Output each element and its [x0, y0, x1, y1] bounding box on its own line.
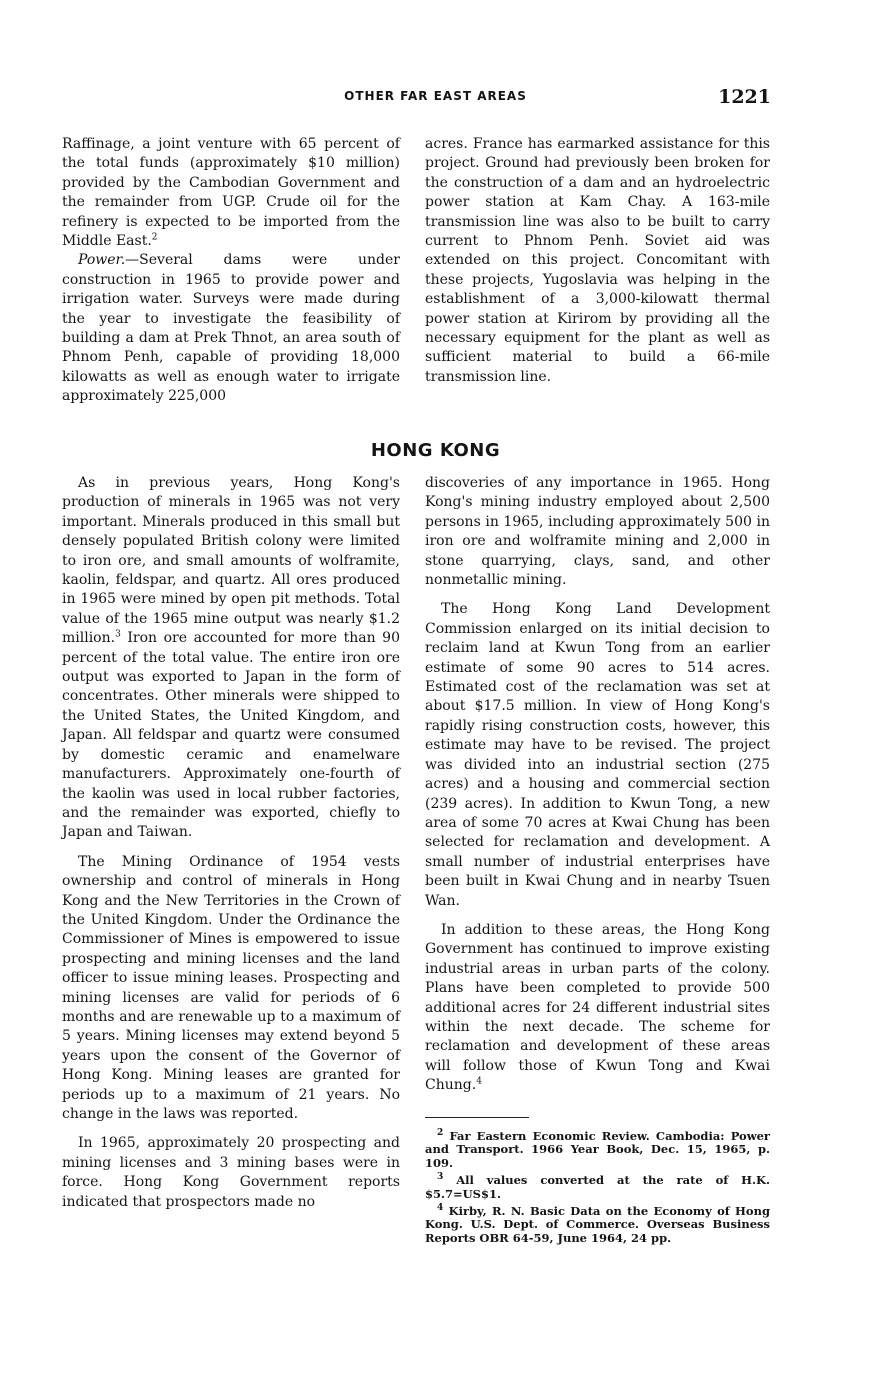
paragraph: Raffinage, a joint venture with 65 percent of the total funds (approximately $10 million) provided by the Cambodian Government and the remainder from UGP. Crude oil for the refinery is expected to be imported from the Middle East.$^2$ — [62, 136, 400, 250]
paragraph: discoveries of any importance in 1965. Hong Kong's mining industry employed about 2,500 persons in 1965, including approximately 500 in iron ore and wolframite mining and 2,000 in stone quarrying, clays, sand, and other nonmetallic mining. — [425, 475, 770, 589]
running-header-title: OTHER FAR EAST AREAS — [344, 89, 527, 103]
footnote-divider — [425, 1117, 529, 1118]
footnotes — [425, 1130, 770, 1249]
paragraph: acres. France has earmarked assistance for this project. Ground had previously been broken for the construction of a dam and an hydroelectric power station at Kam Chay. A 163-mile transmission line was also to be built to carry current to Phnom Penh. Soviet aid was extended on this project. Concomitant with these projects, Yugoslavia was helping in the establishment of a 3,000-kilowatt thermal power station at Kirirom by providing all the necessary equipment for the plant as well as sufficient material to build a 66-mile transmission line. — [425, 136, 770, 385]
footnote-ref: 2 — [151, 232, 158, 243]
footnote-ref: 4 — [476, 1076, 482, 1087]
section-left-column — [62, 474, 400, 1212]
section-heading: HONG KONG — [370, 440, 501, 461]
footnote: $^3$ All values converted at the rate of H.K. $5.7=US$1. — [425, 1172, 770, 1201]
footnote-ref: 3 — [115, 629, 121, 640]
footnote-number: 4 — [437, 1203, 444, 1214]
run-in-heading: Power. — [78, 252, 126, 269]
section-right-column — [425, 474, 770, 1096]
top-right-column — [425, 135, 770, 387]
paragraph: The Mining Ordinance of 1954 vests ownership and control of minerals in Hong Kong and the New Territories in the Crown of the United Kingdom. Under the Ordinance the Commissioner of Mines is empowered to issue prospecting and mining licenses and the land officer to issue mining leases. Prospecting and mining licenses are valid for periods of 6 months and are renewable up to a maximum of 5 years. Mining licenses may extend beyond 5 years upon the consent of the Governor of Hong Kong. Mining leases are granted for periods up to a maximum of 21 years. No change in the laws was reported. — [62, 853, 400, 1122]
footnote: $^4$ Kirby, R. N. Basic Data on the Economy of Hong Kong. U.S. Dept. of Commerce. Overseas Business Reports OBR 64-59, June 1964, 24 pp. — [425, 1203, 770, 1245]
top-left-column — [62, 135, 400, 407]
paragraph: Power.—Several dams were under construction in 1965 to provide power and irrigation water. Surveys were made during the year to investigate the feasibility of building a dam at Prek Thnot, an area south of Phnom Penh, capable of providing 18,000 kilowatts as well as enough water to irrigate approximately 225,000 — [62, 252, 400, 405]
page-number: 1221 — [718, 86, 771, 108]
paragraph: The Hong Kong Land Development Commission enlarged on its initial decision to reclaim land at Kwun Tong from an earlier estimate of some 90 acres to 514 acres. Estimated cost of the reclamation was set at about $17.5 million. In view of Hong Kong's rapidly rising construction costs, however, this estimate may have to be revised. The project was divided into an industrial section (275 acres) and a housing and commercial section (239 acres). In addition to Kwun Tong, a new area of some 70 acres at Kwai Chung has been selected for reclamation and development. A small number of industrial enterprises have been built in Kwai Chung and in nearby Tsuen Wan. — [425, 601, 770, 909]
footnote: $^2$ Far Eastern Economic Review. Cambodia: Power and Transport. 1966 Year Book, Dec. 15, 1965, p. 109. — [425, 1128, 770, 1170]
paragraph: As in previous years, Hong Kong's production of minerals in 1965 was not very important. Minerals produced in this small but densely populated British colony were limited to iron ore, and small amounts of wolframite, kaolin, feldspar, and quartz. All ores produced in 1965 were mined by open pit methods. Total value of the 1965 mine output was nearly $1.2 million.$^3$ Iron ore accounted for more than 90 percent of the total value. The entire iron ore output was exported to Japan in the form of concentrates. Other minerals were shipped to the United States, the United Kingdom, and Japan. All feldspar and quartz were consumed by domestic ceramic and enamelware manufacturers. Approximately one-fourth of the kaolin was used in local rubber factories, and the remainder was exported, chiefly to Japan and Taiwan. — [62, 475, 400, 841]
paragraph: In addition to these areas, the Hong Kong Government has continued to improve existing industrial areas in urban parts of the colony. Plans have been completed to provide 500 additional acres for 24 different industrial sites within the next decade. The scheme for reclamation and development of these areas will follow those of Kwun Tong and Kwai Chung.$^4$ — [425, 921, 770, 1094]
footnote-number: 2 — [437, 1128, 444, 1139]
paragraph: In 1965, approximately 20 prospecting and mining licenses and 3 mining bases were in force. Hong Kong Government reports indicated that prospectors made no — [62, 1135, 400, 1210]
footnote-number: 3 — [437, 1172, 444, 1183]
